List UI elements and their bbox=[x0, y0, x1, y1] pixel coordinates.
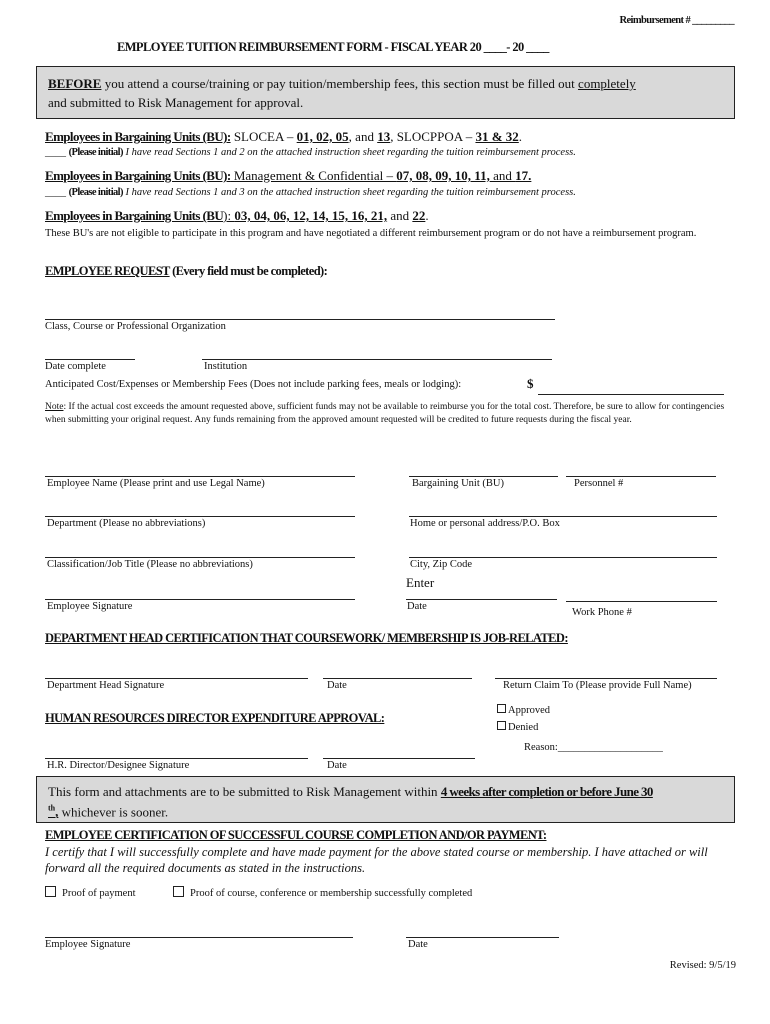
work-phone-label: Work Phone # bbox=[572, 607, 632, 618]
proof-course-checkbox[interactable] bbox=[173, 886, 184, 897]
dept-head-heading: DEPARTMENT HEAD CERTIFICATION THAT COURSEWORK/ MEMBERSHIP IS JOB-RELATED: bbox=[45, 631, 568, 645]
bu-section-1-initial[interactable]: ____ (Please initial) I have read Sections 1 and 2 on the attached instruction sheet regarding the tuition reimbursement process. bbox=[45, 147, 576, 158]
certification-heading: EMPLOYEE CERTIFICATION OF SUCCESSFUL COURSE COMPLETION AND/OR PAYMENT: bbox=[45, 828, 547, 842]
personnel-label: Personnel # bbox=[574, 478, 624, 489]
department-line[interactable] bbox=[45, 516, 355, 517]
reimbursement-number: Reimbursement # _________ bbox=[619, 15, 734, 26]
enter-text: Enter bbox=[406, 575, 435, 590]
bu-section-3-heading: Employees in Bargaining Units (BU): 03, 04, 06, 12, 14, 15, 16, 21, and 22. bbox=[45, 208, 429, 223]
dept-head-date-label: Date bbox=[327, 680, 347, 691]
before-word: BEFORE bbox=[48, 76, 102, 91]
completely-word: completely bbox=[578, 76, 636, 91]
cert-signature-line[interactable] bbox=[45, 937, 353, 938]
employee-date-label: Date bbox=[407, 601, 427, 612]
city-zip-line[interactable] bbox=[409, 557, 717, 558]
hr-heading: HUMAN RESOURCES DIRECTOR EXPENDITURE APPROVAL: bbox=[45, 711, 385, 725]
dept-head-signature-line[interactable] bbox=[45, 678, 308, 679]
approved-checkbox[interactable] bbox=[497, 704, 506, 713]
employee-name-line[interactable] bbox=[45, 476, 355, 477]
return-claim-label: Return Claim To (Please provide Full Name) bbox=[503, 680, 692, 691]
hr-date-label: Date bbox=[327, 760, 347, 771]
approved-option[interactable]: Approved bbox=[497, 704, 550, 716]
dollar-sign: $ bbox=[527, 376, 534, 391]
bu-section-3-note: These BU's are not eligible to participate in this program and have negotiated a different reimbursement program or do not have a reimbursement program. bbox=[45, 228, 697, 239]
bargaining-unit-label: Bargaining Unit (BU) bbox=[412, 478, 504, 489]
date-complete-label: Date complete bbox=[45, 361, 106, 372]
cert-signature-label: Employee Signature bbox=[45, 939, 131, 950]
institution-line[interactable] bbox=[202, 359, 552, 360]
proof-course-option[interactable]: Proof of course, conference or membership successfully completed bbox=[173, 886, 472, 899]
certification-text: I certify that I will successfully complete and have made payment for the above stated course or membership. I have attached or will forward all the required documents as stated in the instructions. bbox=[45, 845, 708, 875]
bu-section-2-heading: Employees in Bargaining Units (BU): Management & Confidential – 07, 08, 09, 10, 11, and 17. bbox=[45, 168, 532, 183]
address-line[interactable] bbox=[409, 516, 717, 517]
dept-head-date-line[interactable] bbox=[323, 678, 472, 679]
city-zip-label: City, Zip Code bbox=[410, 559, 473, 570]
bu-section-2-initial[interactable]: ____ (Please initial) I have read Sections 1 and 3 on the attached instruction sheet regarding the tuition reimbursement process. bbox=[45, 187, 576, 198]
form-title: EMPLOYEE TUITION REIMBURSEMENT FORM - FISCAL YEAR 20 ____- 20 ____ bbox=[117, 40, 549, 54]
submit-notice-text: This form and attachments are to be submitted to Risk Management within 4 weeks after completion or before June 30 $^{th}$, whichever is sooner. bbox=[48, 784, 653, 820]
personnel-line[interactable] bbox=[566, 476, 716, 477]
denied-checkbox[interactable] bbox=[497, 721, 506, 730]
employee-date-line[interactable] bbox=[406, 599, 557, 600]
institution-label: Institution bbox=[204, 361, 248, 372]
reason-field[interactable]: Reason:____________________ bbox=[524, 742, 663, 753]
class-course-label: Class, Course or Professional Organization bbox=[45, 321, 226, 332]
employee-name-label: Employee Name (Please print and use Legal Name) bbox=[47, 478, 265, 489]
cost-line[interactable] bbox=[538, 394, 724, 395]
hr-signature-label: H.R. Director/Designee Signature bbox=[47, 760, 190, 771]
denied-option[interactable]: Denied bbox=[497, 721, 538, 733]
cost-note: Note: If the actual cost exceeds the amount requested above, sufficient funds may not be available to reimburse you for the total cost. Therefore, be sure to allow for contingencies when submitting your original request. Any funds remaining from the approved amount requested will be credited to future requests during the fiscal year. bbox=[45, 402, 725, 425]
before-notice-text: BEFORE you attend a course/training or pay tuition/membership fees, this section must be filled out completely and submitted to Risk Management for approval. bbox=[48, 76, 636, 110]
revised-date: Revised: 9/5/19 bbox=[669, 960, 736, 971]
proof-payment-option[interactable]: Proof of payment bbox=[45, 886, 136, 899]
cost-label: Anticipated Cost/Expenses or Membership Fees (Does not include parking fees, meals or lodging): bbox=[45, 379, 462, 390]
bargaining-unit-line[interactable] bbox=[409, 476, 558, 477]
proof-payment-checkbox[interactable] bbox=[45, 886, 56, 897]
hr-signature-line[interactable] bbox=[45, 758, 308, 759]
cert-date-line[interactable] bbox=[406, 937, 559, 938]
hr-date-line[interactable] bbox=[323, 758, 475, 759]
date-complete-line[interactable] bbox=[45, 359, 135, 360]
employee-signature-label: Employee Signature bbox=[47, 601, 133, 612]
department-label: Department (Please no abbreviations) bbox=[47, 518, 206, 529]
address-label: Home or personal address/P.O. Box bbox=[410, 518, 560, 529]
classification-line[interactable] bbox=[45, 557, 355, 558]
return-claim-line[interactable] bbox=[495, 678, 717, 679]
class-course-line[interactable] bbox=[45, 319, 555, 320]
employee-signature-line[interactable] bbox=[45, 599, 355, 600]
employee-request-heading: EMPLOYEE REQUEST (Every field must be completed): bbox=[45, 264, 328, 278]
dept-head-signature-label: Department Head Signature bbox=[47, 680, 165, 691]
bu-section-1-heading: Employees in Bargaining Units (BU): SLOCEA – 01, 02, 05, and 13, SLOCPPOA – 31 & 32. bbox=[45, 129, 523, 144]
cert-date-label: Date bbox=[408, 939, 428, 950]
work-phone-line[interactable] bbox=[566, 601, 717, 602]
classification-label: Classification/Job Title (Please no abbreviations) bbox=[47, 559, 253, 570]
